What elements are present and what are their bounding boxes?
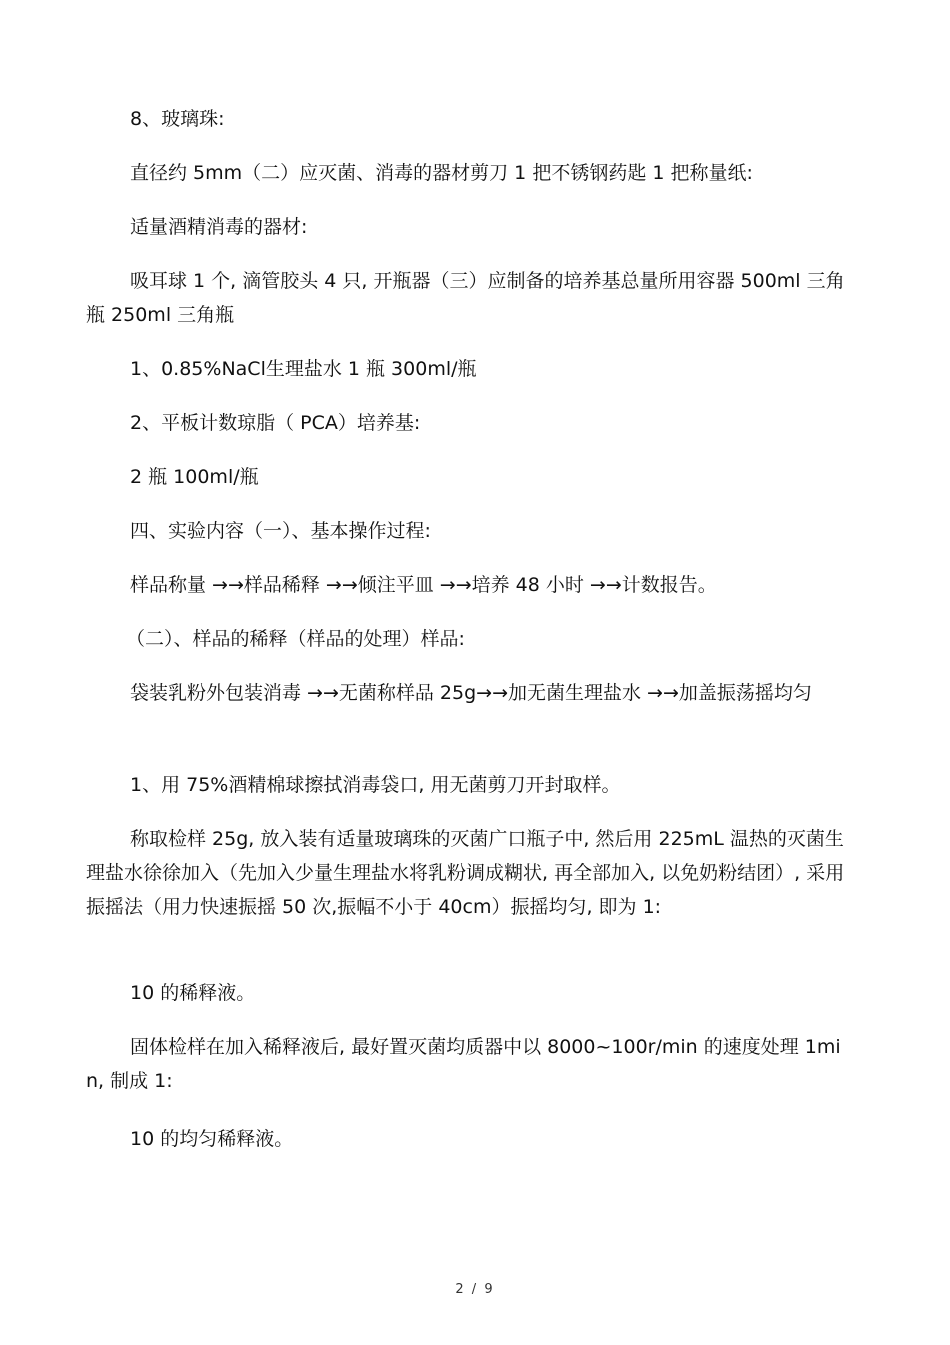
paragraph-16: 10 的均匀稀释液。 [130, 1128, 294, 1150]
paragraph-6: 2、平板计数琼脂（ PCA）培养基: [130, 412, 421, 434]
paragraph-3: 适量酒精消毒的器材: [130, 216, 308, 238]
paragraph-9: 样品称量 →→样品稀释 →→倾注平皿 →→培养 48 小时 →→计数报告。 [130, 574, 717, 596]
paragraph-1: 8、玻璃珠: [130, 108, 225, 130]
paragraph-14: 10 的稀释液。 [130, 982, 256, 1004]
paragraph-10: （二）、样品的稀释（样品的处理）样品: [126, 628, 465, 650]
paragraph-2: 直径约 5mm（二）应灭菌、消毒的器材剪刀 1 把不锈钢药匙 1 把称量纸: [130, 162, 753, 184]
paragraph-8: 四、实验内容（一）、基本操作过程: [130, 520, 431, 542]
paragraph-15: 固体检样在加入稀释液后, 最好置灭菌均质器中以 8000~100r/min 的速度处理 1min, 制成 1: [86, 1036, 841, 1092]
paragraph-4: 吸耳球 1 个, 滴管胶头 4 只, 开瓶器（三）应制备的培养基总量所用容器 500ml 三角瓶 250ml 三角瓶 [86, 270, 845, 326]
page-number: 2 / 9 [455, 1282, 495, 1297]
paragraph-7: 2 瓶 100ml/瓶 [130, 466, 259, 488]
paragraph-13: 称取检样 25g, 放入装有适量玻璃珠的灭菌广口瓶子中, 然后用 225mL 温热的灭菌生理盐水徐徐加入（先加入少量生理盐水将乳粉调成糊状, 再全部加入, 以免奶粉结团）, 采用振摇法（用力快速振摇 50 次,振幅不小于 40cm）振摇均匀, 即为 1: [86, 828, 845, 918]
paragraph-12: 1、用 75%酒精棉球擦拭消毒袋口, 用无菌剪刀开封取样。 [130, 774, 621, 796]
paragraph-11: 袋装乳粉外包装消毒 →→无菌称样品 25g→→加无菌生理盐水 →→加盖振荡摇均匀 [130, 682, 812, 704]
paragraph-5: 1、0.85%NaCl生理盐水 1 瓶 300ml/瓶 [130, 358, 477, 380]
